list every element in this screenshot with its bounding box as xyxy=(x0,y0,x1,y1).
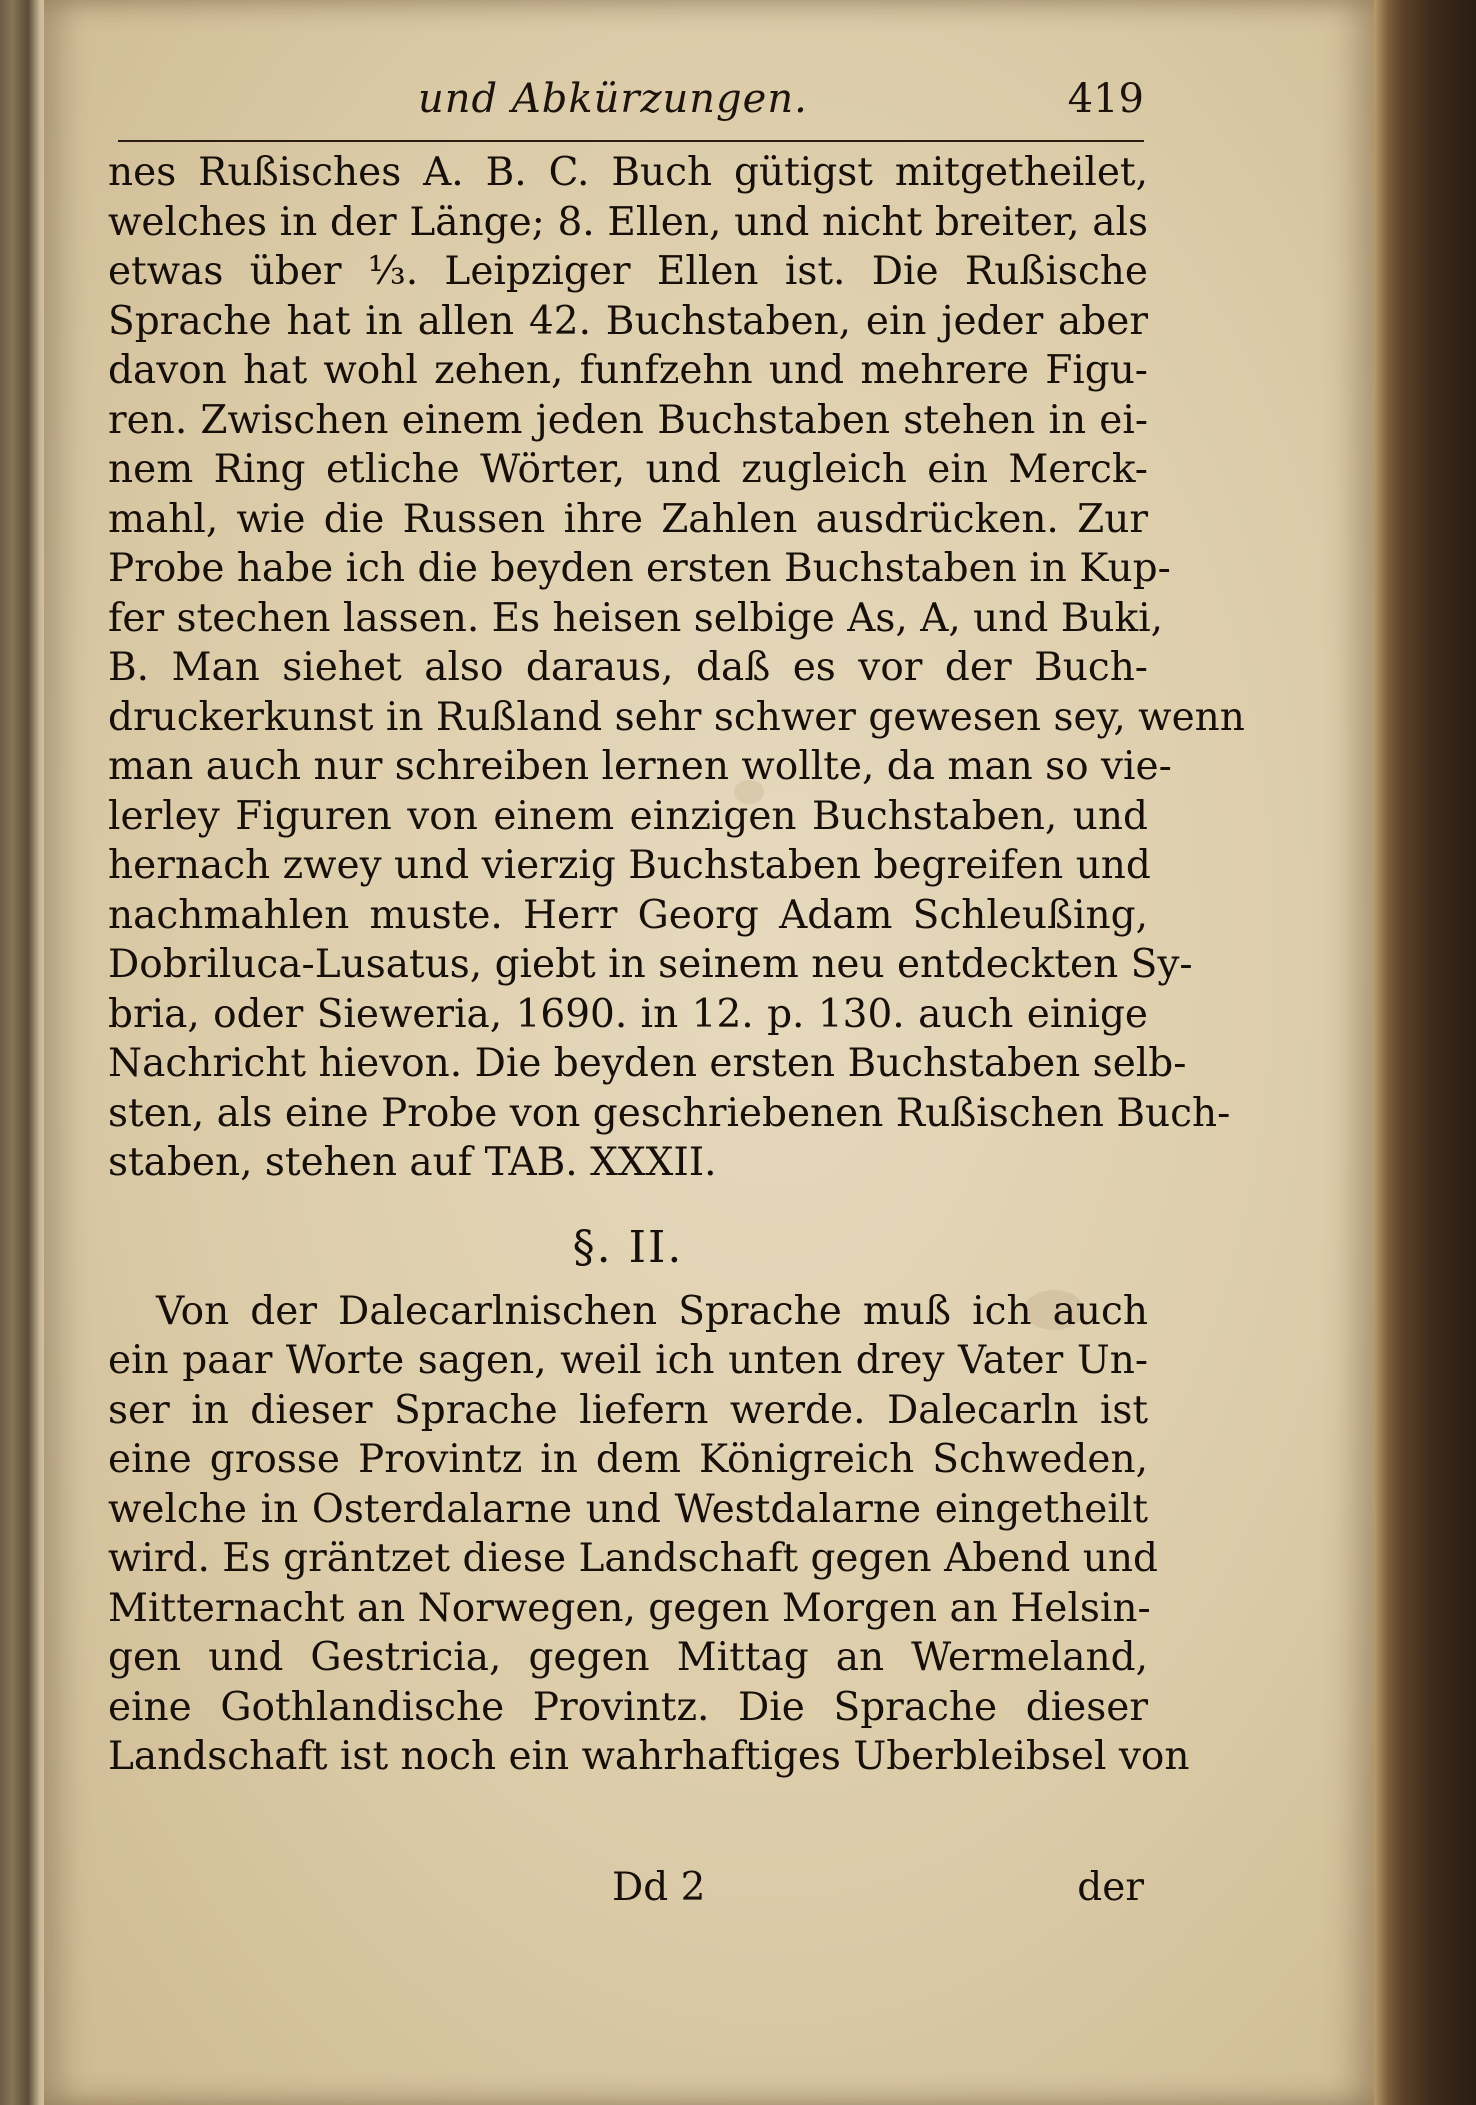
text-line: gen und Gestricia, gegen Mittag an Wermeland, xyxy=(108,1635,1148,1680)
section-heading: §. II. xyxy=(572,1221,684,1273)
text-line: druckerkunst in Rußland sehr schwer gewesen sey, wenn xyxy=(108,694,1245,740)
text-line: fer stechen lassen. Es heisen selbige As, A, und Buki, xyxy=(108,595,1164,641)
text-line: wird. Es gräntzet diese Landschaft gegen Abend und xyxy=(108,1536,1158,1581)
text-line: eine grosse Provintz in dem Königreich Schweden, xyxy=(108,1437,1148,1482)
text-line: bria, oder Sieweria, 1690. in 12. p. 130. auch einige xyxy=(108,991,1148,1037)
page-header xyxy=(118,70,1144,136)
text-line: Mitternacht an Norwegen, gegen Morgen an Helsin- xyxy=(108,1585,1151,1631)
text-line: nes Rußisches A. B. C. Buch gütigst mitgetheilet, xyxy=(108,150,1148,195)
paragraph-2 xyxy=(108,1287,1190,1782)
text-line: Sprache hat in allen 42. Buchstaben, ein jeder aber xyxy=(108,298,1148,344)
text-line: eine Gothlandische Provintz. Die Sprache dieser xyxy=(108,1684,1148,1730)
page-footer xyxy=(118,1865,1144,1915)
text-line: man auch nur schreiben lernen wollte, da man so vie- xyxy=(108,744,1172,789)
text-line: nachmahlen muste. Herr Georg Adam Schleußing, xyxy=(108,892,1148,938)
body-text xyxy=(108,148,1245,1782)
text-line: ein paar Worte sagen, weil ich unten drey Vater Un- xyxy=(108,1338,1148,1383)
text-line: ser in dieser Sprache liefern werde. Dalecarln ist xyxy=(108,1387,1148,1433)
text-line: nem Ring etliche Wörter, und zugleich ein Merck- xyxy=(108,447,1148,492)
paragraph-1 xyxy=(108,148,1245,1188)
catchword: der xyxy=(1077,1865,1144,1910)
text-line: Von der Dalecarlnischen Sprache muß ich auch xyxy=(156,1288,1148,1334)
text-line: etwas über ⅓. Leipziger Ellen ist. Die Rußische xyxy=(108,249,1148,294)
text-line: sten, als eine Probe von geschriebenen Rußischen Buch- xyxy=(108,1090,1231,1136)
text-line: ren. Zwischen einem jeden Buchstaben stehen in ei- xyxy=(108,397,1148,443)
text-line: Probe habe ich die beyden ersten Buchstaben in Kup- xyxy=(108,546,1171,591)
text-line: Dobriluca-Lusatus, giebt in seinem neu entdeckten Sy- xyxy=(108,942,1193,987)
header-rule xyxy=(118,140,1144,142)
text-line: lerley Figuren von einem einzigen Buchstaben, und xyxy=(108,793,1148,839)
text-line: B. Man siehet also daraus, daß es vor der Buch- xyxy=(108,645,1148,690)
text-line: welche in Osterdalarne und Westdalarne eingetheilt xyxy=(108,1486,1148,1532)
text-line: welches in der Länge; 8. Ellen, und nicht breiter, als xyxy=(108,199,1148,245)
text-line: staben, stehen auf TAB. XXXII. xyxy=(108,1140,717,1185)
text-line: Landschaft ist noch ein wahrhaftiges Uberbleibsel von xyxy=(108,1734,1190,1779)
page-edge xyxy=(1374,0,1476,2105)
page-number: 419 xyxy=(1067,76,1144,122)
signature-mark: Dd 2 xyxy=(612,1865,706,1910)
running-title: und Abkürzungen. xyxy=(418,76,808,122)
text-line: Nachricht hievon. Die beyden ersten Buchstaben selb- xyxy=(108,1041,1187,1086)
text-line: mahl, wie die Russen ihre Zahlen ausdrücken. Zur xyxy=(108,496,1148,542)
text-line: davon hat wohl zehen, funfzehn und mehrere Figu- xyxy=(108,348,1148,393)
text-line: hernach zwey und vierzig Buchstaben begreifen und xyxy=(108,843,1151,888)
